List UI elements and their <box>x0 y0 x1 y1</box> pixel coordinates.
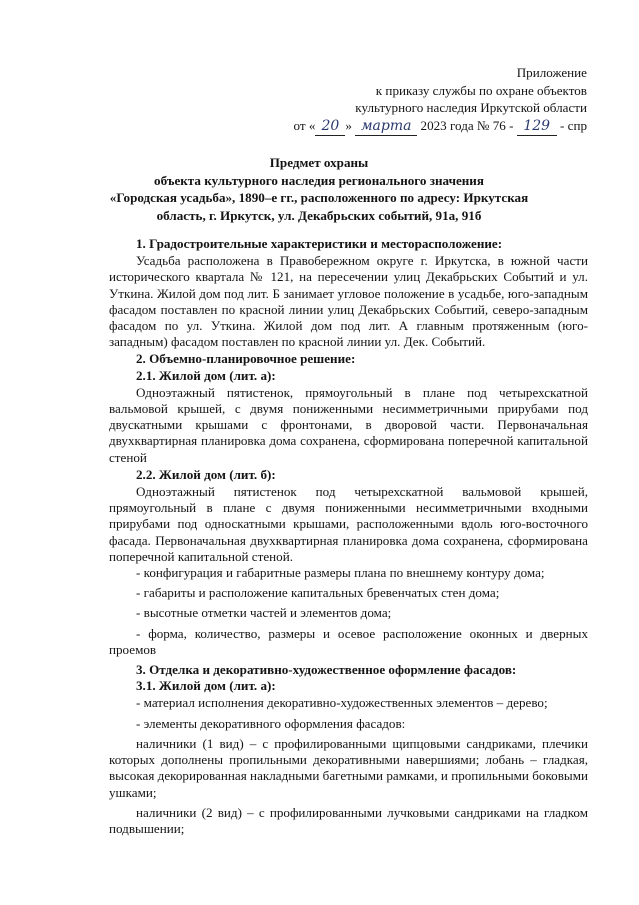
handwritten-month: марта <box>355 118 417 137</box>
section-1-heading: 1. Градостроительные характеристики и месторасположение: <box>136 236 503 251</box>
section-3-1-heading: 3.1. Жилой дом (лит. а): <box>136 678 276 694</box>
list-item: - габариты и расположение капитальных бревенчатых стен дома; <box>136 585 500 601</box>
appendix-label: Приложение <box>516 65 587 80</box>
section-1-text: Усадьба расположена в Правобережном округе г. Иркутска, в южной части исторического квартала № 121, на пересечении улиц Декабрьских Событий и ул. Уткина. Жилой дом под лит. Б занимает угловое положение в усадьбе, юго-западным фасадом поставлен по красной линии улиц Декабрьских Событий, северо-западным фасадом по ул. Уткина. Жилой дом под лит. А главным протяженным (юго-западным) фасадом поставлен по красной линии ул. Дек. Событий. <box>109 253 588 350</box>
title-line-3: «Городская усадьба», 1890–е гг., расположенного по адресу: Иркутская <box>109 190 529 205</box>
section-2-2-heading: 2.2. Жилой дом (лит. б): <box>136 466 276 482</box>
document-body <box>109 236 588 841</box>
handwritten-order-number: 129 <box>517 118 557 137</box>
authority-line: культурного наследия Иркутской области <box>355 100 587 116</box>
appendix-header <box>293 64 587 136</box>
order-date-line: от « 20 » марта 2023 года № 76 - 129 - спр <box>293 117 587 137</box>
section-2-1-text: Одноэтажный пятистенок, прямоугольный в плане под четырехскатной вальмовой крышей, с двумя пониженными несимметричными прирубами под двускатными крышами с фронтонами, в дворовой части. Первоначальная двухквартирная планировка дома сохранена, сформирована поперечной капитальной стеной <box>109 384 588 465</box>
list-item: - высотные отметки частей и элементов дома; <box>136 605 392 621</box>
list-item: - элементы декоративного оформления фасадов: <box>136 715 406 731</box>
document-title <box>100 154 538 224</box>
section-3-1-paragraph-1: наличники (1 вид) – с профилированными щипцовыми сандриками, плечики которых дополнены пропильными декоративными навершиями; лобань – гладкая, высокая декорированная накладными багетными рамками, и пропильными боковыми ушками; <box>109 735 588 800</box>
section-2-1-heading: 2.1. Жилой дом (лит. а): <box>136 367 276 383</box>
list-item: - материал исполнения декоративно-художественных элементов – дерево; <box>136 695 548 711</box>
title-line-2: объекта культурного наследия регионального значения <box>154 172 484 188</box>
handwritten-day: 20 <box>315 118 345 137</box>
list-item: - форма, количество, размеры и осевое расположение оконных и дверных проемов <box>109 625 588 657</box>
list-item: - конфигурация и габаритные размеры плана по внешнему контуру дома; <box>136 565 545 581</box>
section-3-heading: 3. Отделка и декоративно-художественное оформление фасадов: <box>136 662 517 678</box>
section-2-heading: 2. Объемно-планировочное решение: <box>136 351 356 367</box>
section-3-1-paragraph-2: наличники (2 вид) – с профилированными лучковыми сандриками на гладком подвышении; <box>109 804 588 836</box>
title-line-1: Предмет охраны <box>269 155 369 170</box>
section-2-2-text: Одноэтажный пятистенок под четырехскатной вальмовой крышей, прямоугольный в плане с двумя пониженными несимметричными входными прирубами под односкатными крышами, расположенными вдоль юго-восточного фасада. Первоначальная двухквартирная планировка дома сохранена, сформирована поперечной капитальной стеной. <box>109 484 588 564</box>
order-reference-line: к приказу службы по охране объектов <box>375 82 587 98</box>
title-line-4: область, г. Иркутск, ул. Декабрьских событий, 91а, 91б <box>156 207 482 223</box>
